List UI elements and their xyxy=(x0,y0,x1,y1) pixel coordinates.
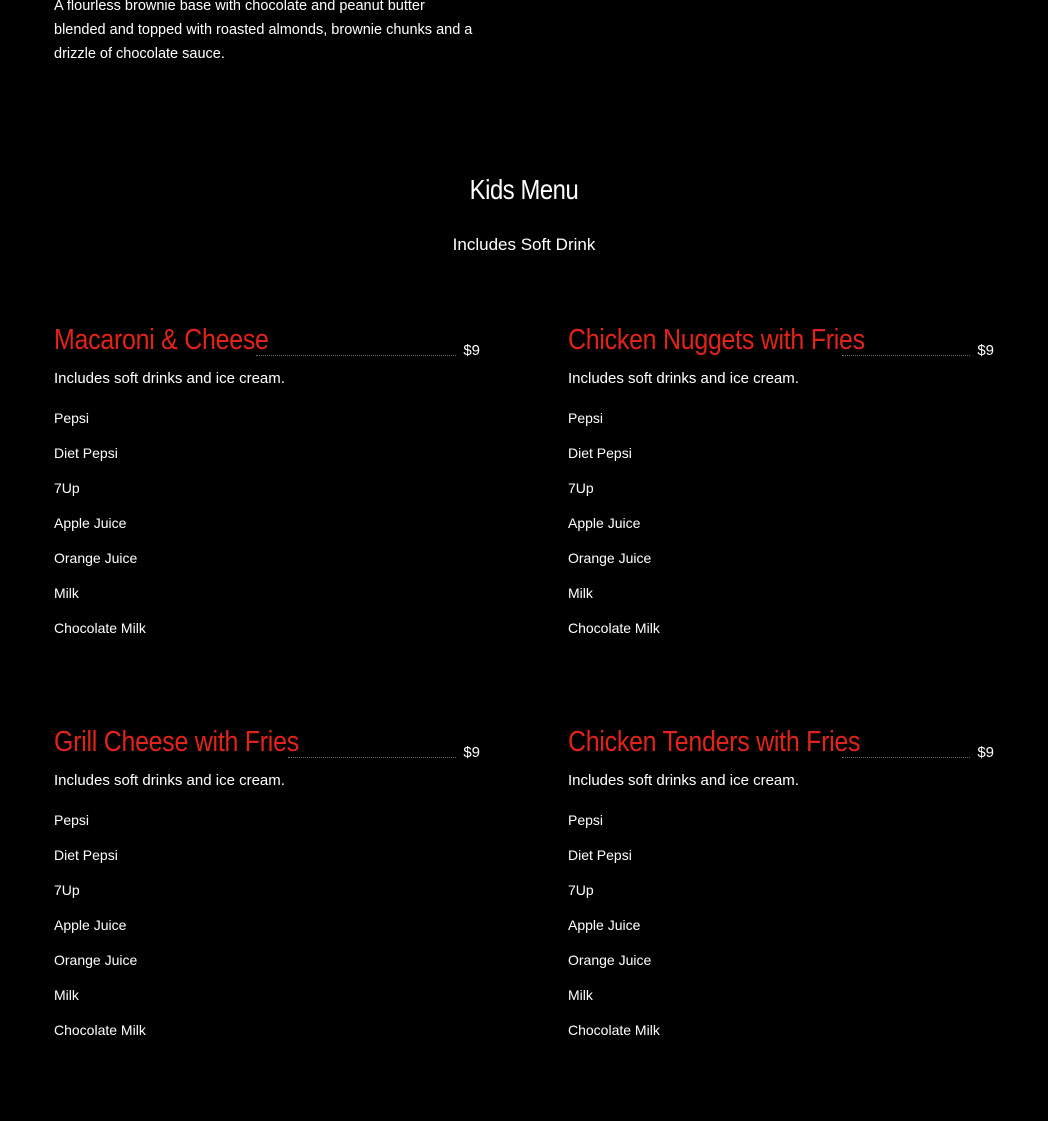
drink-option: Orange Juice xyxy=(568,952,652,968)
drink-option: Diet Pepsi xyxy=(568,847,632,863)
drink-option: Pepsi xyxy=(568,812,604,828)
drink-option: Diet Pepsi xyxy=(54,847,118,863)
section-title: Kids Menu xyxy=(469,174,579,205)
drink-option: Chocolate Milk xyxy=(54,620,146,636)
menu-item-name: Grill Cheese with Fries xyxy=(54,726,299,758)
section-subtitle: Includes Soft Drink xyxy=(452,235,596,254)
menu-item-header xyxy=(568,318,994,358)
price-leader-dots xyxy=(288,757,456,758)
drink-list xyxy=(54,810,480,1055)
drink-option: Chocolate Milk xyxy=(568,1022,660,1038)
menu-item-header xyxy=(568,720,994,760)
drink-option: Apple Juice xyxy=(568,515,641,531)
menu-item-chicken-tenders xyxy=(568,720,994,1055)
menu-item-header xyxy=(54,720,480,760)
menu-item-price: $9 xyxy=(977,744,994,761)
drink-option: Apple Juice xyxy=(54,515,127,531)
menu-item-macaroni-cheese xyxy=(54,318,480,653)
drink-option: Apple Juice xyxy=(54,917,127,933)
price-leader-dots xyxy=(256,355,456,356)
drink-option: 7Up xyxy=(54,882,80,898)
menu-item-name: Macaroni & Cheese xyxy=(54,324,269,356)
drink-list xyxy=(568,810,994,1055)
drink-option: 7Up xyxy=(568,882,594,898)
drink-option: Pepsi xyxy=(568,410,604,426)
menu-item-description: Includes soft drinks and ice cream. xyxy=(568,370,799,387)
drink-option: Orange Juice xyxy=(568,550,652,566)
drink-option: Orange Juice xyxy=(54,952,138,968)
drink-option: Pepsi xyxy=(54,410,90,426)
menu-item-header xyxy=(54,318,480,358)
menu-item-price: $9 xyxy=(977,342,994,359)
menu-item-description: Includes soft drinks and ice cream. xyxy=(54,370,285,387)
drink-option: 7Up xyxy=(54,480,80,496)
menu-item-chicken-nuggets xyxy=(568,318,994,653)
drink-list xyxy=(54,408,480,653)
drink-option: Milk xyxy=(568,987,593,1003)
menu-item-description: Includes soft drinks and ice cream. xyxy=(54,772,285,789)
drink-option: Apple Juice xyxy=(568,917,641,933)
drink-option: Diet Pepsi xyxy=(568,445,632,461)
drink-option: Chocolate Milk xyxy=(54,1022,146,1038)
drink-option: Chocolate Milk xyxy=(568,620,660,636)
menu-item-description: Includes soft drinks and ice cream. xyxy=(568,772,799,789)
drink-option: Milk xyxy=(568,585,593,601)
drink-option: Orange Juice xyxy=(54,550,138,566)
drink-option: 7Up xyxy=(568,480,594,496)
menu-item-name: Chicken Tenders with Fries xyxy=(568,726,861,758)
drink-option: Diet Pepsi xyxy=(54,445,118,461)
menu-item-grill-cheese xyxy=(54,720,480,1055)
drink-option: Pepsi xyxy=(54,812,90,828)
menu-item-price: $9 xyxy=(463,342,480,359)
previous-item-description: A flourless brownie base with chocolate and peanut butter blended and topped with roasted almonds, brownie chunks and a drizzle of chocolate sauce. xyxy=(54,0,473,62)
drink-option: Milk xyxy=(54,585,79,601)
menu-item-price: $9 xyxy=(463,744,480,761)
drink-list xyxy=(568,408,994,653)
price-leader-dots xyxy=(842,757,970,758)
menu-item-name: Chicken Nuggets with Fries xyxy=(568,324,865,356)
price-leader-dots xyxy=(842,355,970,356)
drink-option: Milk xyxy=(54,987,79,1003)
